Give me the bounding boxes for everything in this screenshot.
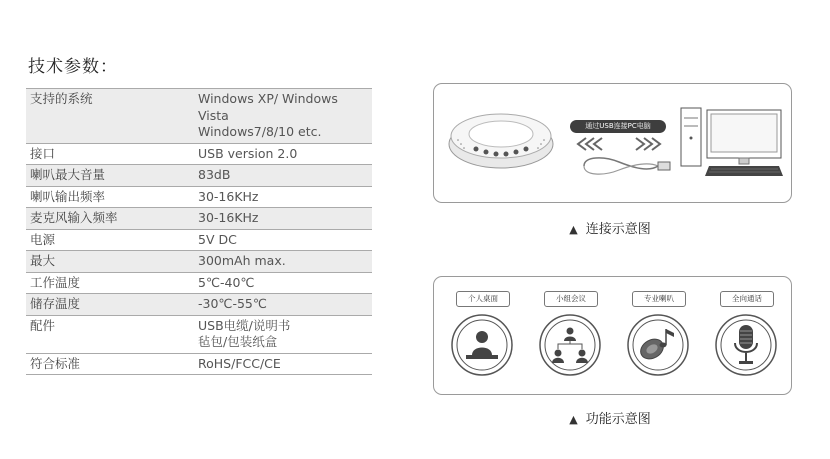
spec-row: [26, 353, 372, 375]
feature-item: [530, 287, 610, 387]
person-at-desk-icon: [448, 311, 516, 379]
spec-row: [26, 251, 372, 273]
feature-item: [706, 287, 786, 387]
spec-row: [26, 272, 372, 294]
spec-row: [26, 165, 372, 187]
feature-label: 专业喇叭: [632, 291, 686, 307]
group-meeting-icon: [536, 311, 604, 379]
spec-key: 最大: [26, 251, 194, 273]
spec-key: 符合标准: [26, 353, 194, 375]
spec-row: [26, 186, 372, 208]
spec-value: RoHS/FCC/CE: [194, 353, 372, 375]
connection-diagram: [433, 83, 792, 203]
feature-label: 全向通话: [720, 291, 774, 307]
spec-value: 5℃-40℃: [194, 272, 372, 294]
spec-key: 配件: [26, 315, 194, 353]
usb-connection-label: 通过USB连接PC电脑: [570, 120, 666, 133]
spec-value: [194, 89, 372, 144]
spec-key: 工作温度: [26, 272, 194, 294]
spec-key: 电源: [26, 229, 194, 251]
spec-value: 30-16KHz: [194, 186, 372, 208]
feature-label: 个人桌面: [456, 291, 510, 307]
feature-item: [442, 287, 522, 387]
spec-value-line: USB电缆/说明书: [198, 317, 291, 333]
spec-value: [194, 315, 372, 353]
specs-table: [26, 88, 372, 375]
connection-caption-text: 连接示意图: [585, 222, 651, 237]
feature-item: [618, 287, 698, 387]
features-caption-text: 功能示意图: [585, 412, 651, 427]
features-diagram: [433, 276, 792, 395]
microphone-icon: [712, 311, 780, 379]
triangle-icon: ▲: [569, 413, 578, 426]
specs-heading: 技术参数：: [28, 57, 118, 77]
triangle-icon: ▲: [569, 223, 578, 236]
desktop-computer-icon: [679, 104, 785, 184]
connection-caption: [510, 218, 710, 237]
spec-value: 83dB: [194, 165, 372, 187]
usb-cable-icon: [574, 152, 674, 180]
spec-value-line: 毡包/包装纸盒: [198, 334, 278, 349]
spec-key: 喇叭最大音量: [26, 165, 194, 187]
spec-row: [26, 208, 372, 230]
spec-row: [26, 229, 372, 251]
spec-value-line: Windows7/8/10 etc.: [198, 124, 322, 139]
spec-key: 储存温度: [26, 294, 194, 316]
spec-key: 麦克风输入频率: [26, 208, 194, 230]
spec-row: [26, 294, 372, 316]
spec-key: 支持的系统: [26, 89, 194, 144]
spec-value: USB version 2.0: [194, 143, 372, 165]
spec-value: 5V DC: [194, 229, 372, 251]
spec-row: [26, 315, 372, 353]
spec-value: 30-16KHz: [194, 208, 372, 230]
spec-row: [26, 143, 372, 165]
double-arrow-icon: [574, 136, 664, 152]
feature-label: 小组会议: [544, 291, 598, 307]
speaker-music-icon: [624, 311, 692, 379]
spec-value: 300mAh max.: [194, 251, 372, 273]
speakerphone-icon: [446, 102, 556, 172]
spec-value-line: Windows XP/ Windows Vista: [198, 91, 338, 123]
spec-key: 接口: [26, 143, 194, 165]
spec-key: 喇叭输出频率: [26, 186, 194, 208]
spec-value: -30℃-55℃: [194, 294, 372, 316]
features-caption: [510, 408, 710, 427]
spec-row: [26, 89, 372, 144]
